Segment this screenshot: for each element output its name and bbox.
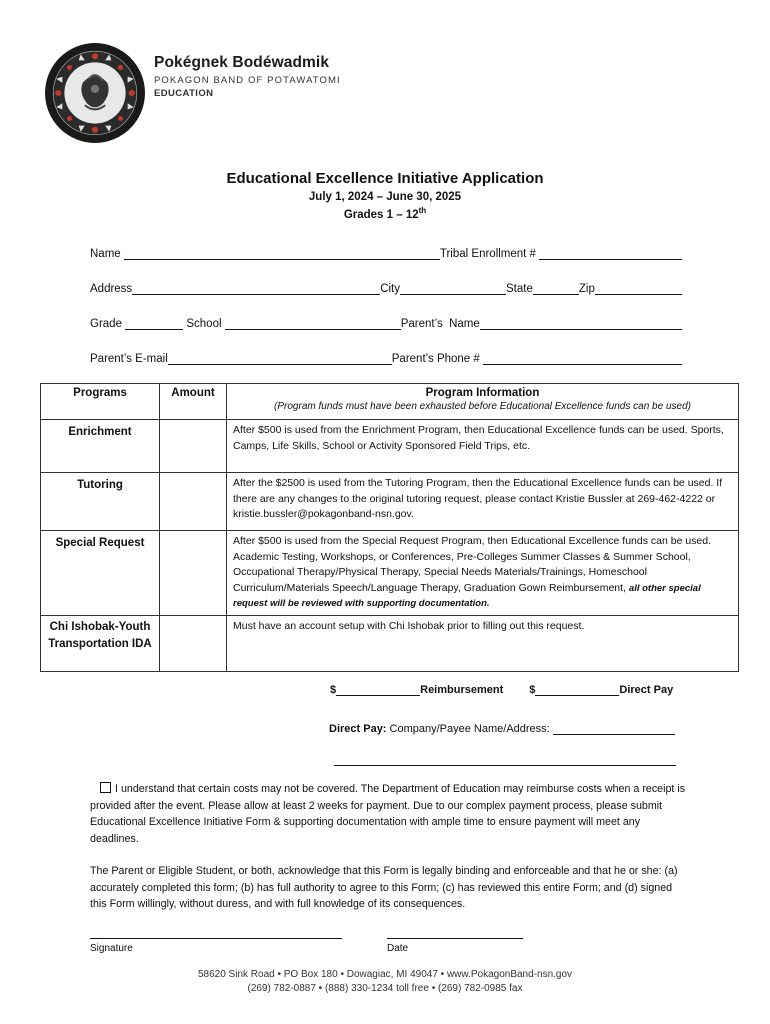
header-info-title: Program Information bbox=[425, 387, 540, 399]
program-info bbox=[227, 531, 739, 616]
reimbursement-label: Reimbursement bbox=[420, 684, 504, 696]
acknowledge-checkbox[interactable] bbox=[100, 782, 111, 793]
parents-email-label: Parent’s E-mail bbox=[90, 353, 168, 365]
payee-address-field[interactable] bbox=[334, 765, 676, 766]
grades-sup: th bbox=[418, 206, 427, 215]
table-header-row bbox=[41, 384, 739, 420]
amount-cell[interactable] bbox=[160, 420, 227, 473]
programs-table bbox=[40, 383, 739, 672]
direct-pay-field-label: Company/Payee Name/Address: bbox=[386, 723, 553, 735]
direct-pay-heading: Direct Pay: bbox=[329, 723, 387, 735]
header-info-note: (Program funds must have been exhausted before Educational Excellence funds can be used) bbox=[274, 401, 691, 412]
program-info: Must have an account setup with Chi Ishobak prior to filling out this request. bbox=[227, 615, 739, 671]
city-label: City bbox=[380, 283, 400, 295]
org-brand bbox=[154, 54, 341, 99]
form-title-block bbox=[0, 170, 770, 221]
form-title: Educational Excellence Initiative Application bbox=[226, 170, 544, 187]
school-field[interactable] bbox=[225, 318, 401, 330]
address-label: Address bbox=[90, 283, 133, 295]
form-dates: July 1, 2024 – June 30, 2025 bbox=[308, 191, 462, 203]
tribal-seal-logo bbox=[44, 42, 146, 144]
direct-pay-label: Direct Pay bbox=[619, 684, 674, 696]
direct-pay-row bbox=[329, 723, 675, 735]
payee-name-field[interactable] bbox=[553, 724, 675, 735]
state-label: State bbox=[506, 283, 533, 295]
program-name: Tutoring bbox=[41, 473, 160, 531]
date-label: Date bbox=[387, 943, 409, 954]
row-name bbox=[90, 244, 682, 260]
parents-name-field[interactable] bbox=[480, 318, 682, 330]
program-info: After $500 is used from the Enrichment Program, then Educational Excellence funds can be used. Sports, Camps, Life Skills, School or Activity Sponsored Field Trips, etc. bbox=[227, 420, 739, 473]
parents-email-field[interactable] bbox=[168, 353, 392, 365]
org-dept: EDUCATION bbox=[154, 87, 214, 99]
grade-label: Grade bbox=[90, 318, 126, 330]
table-row bbox=[41, 420, 739, 473]
footer bbox=[0, 968, 770, 996]
date-field[interactable] bbox=[387, 938, 523, 939]
program-name: Special Request bbox=[41, 531, 160, 616]
payment-row bbox=[330, 684, 673, 696]
city-field[interactable] bbox=[400, 283, 506, 295]
letterhead bbox=[44, 42, 341, 144]
header-amount: Amount bbox=[160, 384, 227, 420]
reimb-dollar: $ bbox=[330, 684, 337, 696]
parents-phone-label: Parent’s Phone # bbox=[391, 353, 483, 365]
acknowledgement-paragraph bbox=[90, 781, 686, 847]
amount-cell[interactable] bbox=[160, 615, 227, 671]
header-info bbox=[227, 384, 739, 420]
school-label: School bbox=[183, 318, 225, 330]
grades-text: Grades 1 – 12 bbox=[343, 208, 419, 221]
tribal-enrollment-field[interactable] bbox=[539, 248, 682, 260]
direct-pay-amount-field[interactable] bbox=[535, 685, 619, 696]
acknowledgement-text: I understand that certain costs may not be covered. The Department of Education may reimburse costs when a receipt is provided after the event. Please allow at least 2 weeks for payment. Due to our complex payment process, please submit Educational Excellence Initiative Form & supporting documentation with ample time to ensure payment will meet any deadlines. bbox=[90, 783, 686, 845]
name-field[interactable] bbox=[124, 248, 440, 260]
parents-name-label: Parent’s Name bbox=[400, 318, 480, 330]
header-programs: Programs bbox=[41, 384, 160, 420]
address-field[interactable] bbox=[132, 283, 380, 295]
amount-cell[interactable] bbox=[160, 531, 227, 616]
form-grades bbox=[0, 206, 770, 221]
grade-field[interactable] bbox=[125, 318, 183, 330]
tribal-enrollment-label: Tribal Enrollment # bbox=[439, 248, 540, 260]
row-grade bbox=[90, 314, 682, 330]
amount-cell[interactable] bbox=[160, 473, 227, 531]
signature-field[interactable] bbox=[90, 938, 342, 939]
org-name: Pokégnek Bodéwadmik bbox=[154, 53, 330, 71]
zip-label: Zip bbox=[578, 283, 595, 295]
name-label: Name bbox=[90, 248, 124, 260]
signature-label: Signature bbox=[90, 943, 133, 954]
direct-dollar: $ bbox=[529, 684, 536, 696]
footer-address: 58620 Sink Road • PO Box 180 • Dowagiac, MI 49047 • www.PokagonBand-nsn.gov bbox=[197, 969, 573, 980]
parents-phone-field[interactable] bbox=[483, 353, 682, 365]
state-field[interactable] bbox=[533, 283, 579, 295]
table-row bbox=[41, 615, 739, 671]
footer-phone: (269) 782-0887 • (888) 330-1234 toll free • (269) 782-0985 fax bbox=[247, 983, 523, 994]
reimbursement-amount-field[interactable] bbox=[336, 685, 420, 696]
row-address bbox=[90, 279, 682, 295]
zip-field[interactable] bbox=[595, 283, 682, 295]
table-row bbox=[41, 473, 739, 531]
legal-paragraph: The Parent or Eligible Student, or both, acknowledge that this Form is legally binding and enforceable and that he or she: (a) accurately completed this form; (b) has full authority to agree to this Form; (c) has reviewed this entire Form; and (d) signed this Form willingly, without duress, and with full knowledge of its consequences. bbox=[90, 865, 678, 910]
table-row bbox=[41, 531, 739, 616]
row-parent-contact bbox=[90, 349, 682, 365]
program-info-text: After $500 is used from the Special Request Program, then Educational Excellence funds can be used. Academic Testing, Workshops, or Conferences, Pre-Colleges Summer Classes & Summer School, Occupational Therapy/Physical Therapy, Special Needs Materials/Trainings, Homeschool Curriculum/Materials Speech/Language Therapy, Graduation Gown Reimbursement, bbox=[233, 535, 712, 594]
org-subname: POKAGON BAND OF POTAWATOMI bbox=[154, 74, 341, 86]
program-info-italic: all other special request will be reviewed with supporting documentation. bbox=[233, 582, 701, 609]
program-info: After the $2500 is used from the Tutoring Program, then the Educational Excellence funds can be used. If there are any changes to the original tutoring request, please contact Kristie Bussler at 269-462-4222 or kristie.bussler@pokagonband-nsn.gov. bbox=[227, 473, 739, 531]
program-name: Enrichment bbox=[41, 420, 160, 473]
program-name: Chi Ishobak-Youth Transportation IDA bbox=[41, 615, 160, 671]
